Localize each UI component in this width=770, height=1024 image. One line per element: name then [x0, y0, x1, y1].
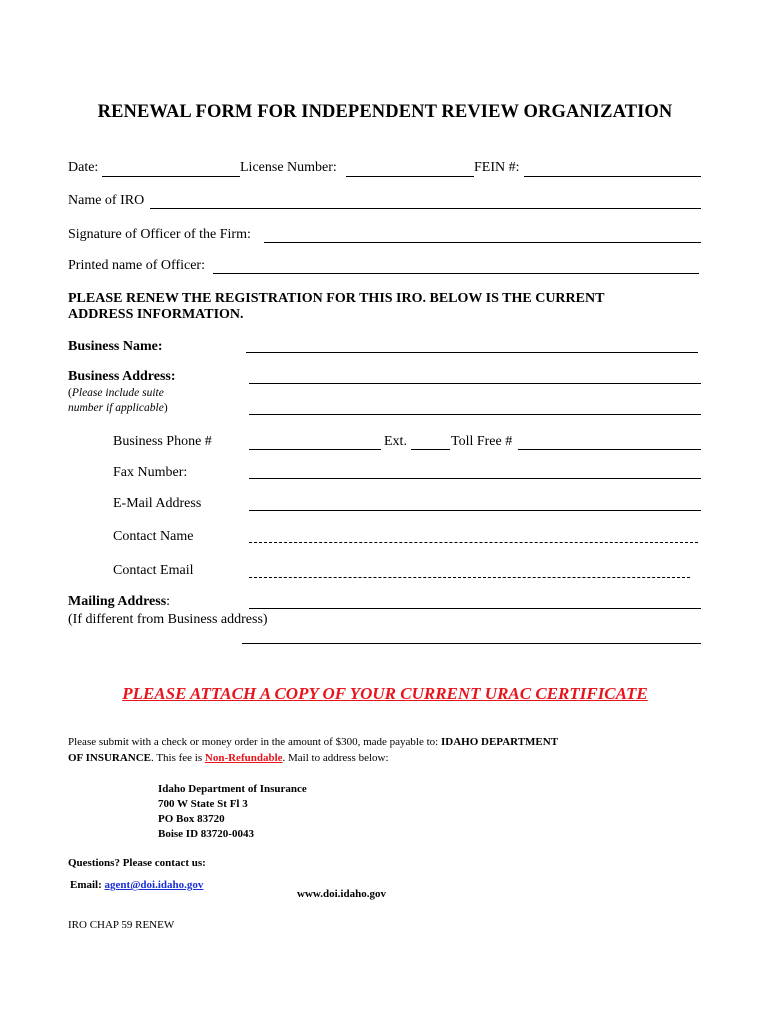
- printed-name-label: Printed name of Officer:: [68, 258, 205, 273]
- payment-instructions-line1: Please submit with a check or money order in the amount of $300, made payable to: IDAHO DEPARTMENT: [68, 736, 559, 748]
- business-phone-field[interactable]: [249, 449, 381, 450]
- email-address-field[interactable]: [249, 510, 701, 511]
- non-refundable-text: Non-Refundable: [204, 752, 283, 764]
- contact-email-line: Email: agent@doi.idaho.gov: [70, 879, 204, 891]
- date-label: Date:: [68, 160, 99, 175]
- ext-field[interactable]: [411, 449, 450, 450]
- license-number-label: License Number:: [240, 160, 337, 175]
- signature-field[interactable]: [264, 242, 701, 243]
- renew-statement-line2: ADDRESS INFORMATION.: [68, 307, 244, 322]
- ext-label: Ext.: [384, 434, 407, 449]
- fein-label: FEIN #:: [474, 160, 520, 175]
- suite-note-line1: (Please include suite: [68, 387, 164, 399]
- signature-label: Signature of Officer of the Firm:: [68, 227, 251, 242]
- mail-address-line3: PO Box 83720: [158, 813, 225, 825]
- contact-email-label: Contact Email: [113, 563, 194, 578]
- printed-name-field[interactable]: [213, 273, 699, 274]
- suite-note-line2: number if applicable): [68, 402, 168, 414]
- form-footer-code: IRO CHAP 59 RENEW: [68, 919, 175, 931]
- fax-number-label: Fax Number:: [113, 465, 188, 480]
- business-name-field[interactable]: [246, 352, 698, 353]
- mailing-address-field-1[interactable]: [249, 608, 701, 609]
- fein-field[interactable]: [524, 176, 701, 177]
- website-text: www.doi.idaho.gov: [297, 888, 386, 900]
- date-field[interactable]: [102, 176, 240, 177]
- urac-certificate-notice: PLEASE ATTACH A COPY OF YOUR CURRENT URAC CERTIFICATE: [122, 684, 648, 703]
- business-name-label: Business Name:: [68, 339, 163, 354]
- fax-number-field[interactable]: [249, 478, 701, 479]
- mailing-address-note: (If different from Business address): [68, 612, 268, 627]
- mail-address-line4: Boise ID 83720-0043: [158, 828, 254, 840]
- form-title: RENEWAL FORM FOR INDEPENDENT REVIEW ORGANIZATION: [97, 102, 673, 122]
- contact-email-link[interactable]: agent@doi.idaho.gov: [104, 879, 204, 891]
- business-phone-label: Business Phone #: [113, 434, 212, 449]
- mail-address-line1: Idaho Department of Insurance: [158, 783, 307, 795]
- mailing-address-label: Mailing Address:: [68, 594, 171, 609]
- renew-statement-line1: PLEASE RENEW THE REGISTRATION FOR THIS IRO. BELOW IS THE CURRENT: [68, 291, 605, 306]
- toll-free-field[interactable]: [518, 449, 701, 450]
- iro-name-label: Name of IRO: [68, 193, 145, 208]
- contact-email-field[interactable]: [249, 577, 690, 578]
- toll-free-label: Toll Free #: [451, 434, 513, 449]
- mailing-address-field-2[interactable]: [242, 643, 701, 644]
- payment-instructions-line2: OF INSURANCE. This fee is Non-Refundable. Mail to address below:: [68, 752, 389, 764]
- email-address-label: E-Mail Address: [113, 496, 202, 511]
- license-number-field[interactable]: [346, 176, 474, 177]
- iro-name-field[interactable]: [150, 208, 701, 209]
- mail-address-line2: 700 W State St Fl 3: [158, 798, 248, 810]
- business-address-field-2[interactable]: [249, 414, 701, 415]
- questions-heading: Questions? Please contact us:: [68, 857, 206, 869]
- business-address-field-1[interactable]: [249, 383, 701, 384]
- contact-name-label: Contact Name: [113, 529, 194, 544]
- business-address-label: Business Address:: [68, 369, 176, 384]
- contact-name-field[interactable]: [249, 542, 698, 543]
